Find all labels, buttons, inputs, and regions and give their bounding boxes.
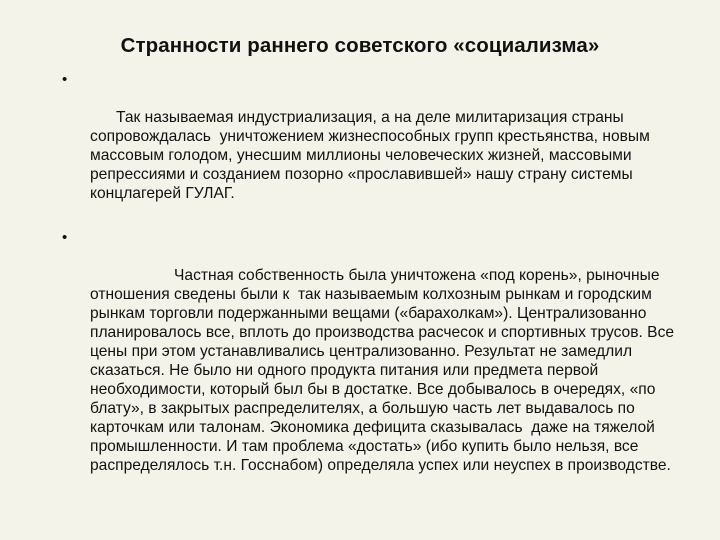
bullet-list: [62, 70, 708, 500]
bullet-item-private-property: [62, 228, 708, 494]
bullet-text: Частная собственность была уничтожена «под корень», рыночные отношения сведены были к так называемым колхозным рынкам и городским рынкам торговли подержанными вещами («барахолкам»). Централизованно планировалось все, вплоть до производства расчесок и спортивных трусов. Все цены при этом устанавливались централизованно. Результат не замедлил сказаться. Не было ни одного продукта питания или предмета первой необходимости, который был бы в достатке. Все добывалось в очередях, «по блату», в закрытых распределителях, а большую часть лет выдавалось по карточкам или талонам. Экономика дефицита сказывалась даже на тяжелой промышленности. И там проблема «достать» (ибо купить было нельзя, все распределялось т.н. Госснабом) определяла успех или неуспех в производстве.: [90, 267, 679, 474]
bullet-text: Так называемая индустриализация, а на деле милитаризация страны сопровождалась уничтожением жизнеспособных групп крестьянства, новым массовым голодом, унесшим миллионы человеческих жизней, массовыми репрессиями и созданием позорно «прославившей» нашу страну системы концлагерей ГУЛАГ.: [90, 109, 655, 202]
bullet-item-industrialization: [62, 70, 708, 222]
bullet-dot-icon: •: [62, 229, 68, 246]
bullet-dot-icon: •: [62, 71, 68, 88]
slide-title: Странности раннего советского «социализма»: [120, 34, 600, 57]
